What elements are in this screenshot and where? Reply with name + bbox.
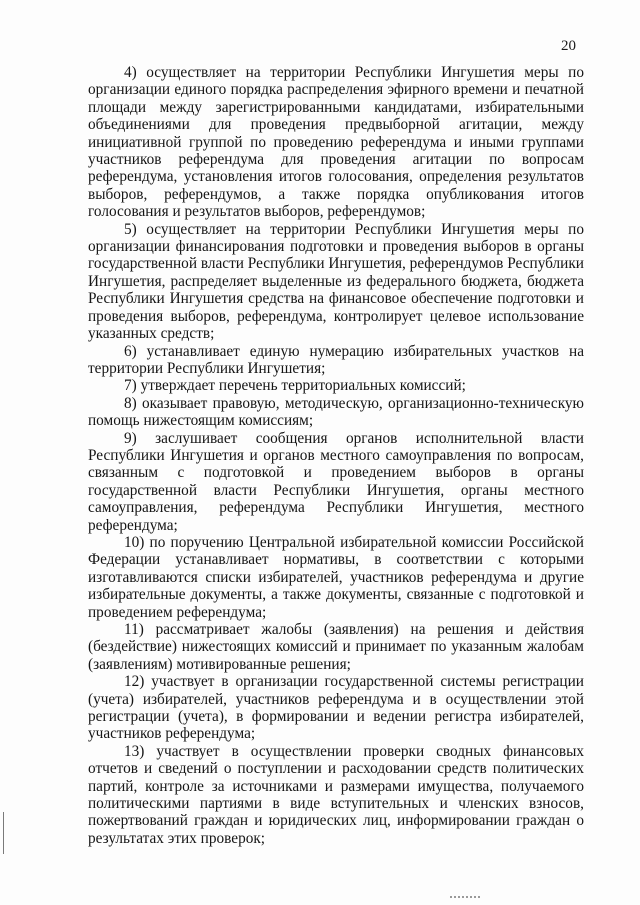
paragraph-item-7: 7) утверждает перечень территориальных комиссий; bbox=[124, 377, 466, 395]
scan-artifact-mark bbox=[450, 896, 480, 898]
page-number: 20 bbox=[561, 38, 576, 54]
paragraph-item-11: 11) рассматривает жалобы (заявления) на решения и действия (бездействие) нижестоящих комиссий и принимает по указанным жалобам (заявлениям) мотивированные решения; bbox=[88, 621, 584, 673]
paragraph-item-10: 10) по поручению Центральной избирательной комиссии Российской Федерации устанавливает нормативы, в соответствии с которыми изготавливаются списки избирателей, участников референдума и другие избирательные документы, а также документы, связанные с подготовкой и проведением референдума; bbox=[88, 533, 584, 621]
paragraph-item-8: 8) оказывает правовую, методическую, организационно-техническую помощь нижестоящим комиссиям; bbox=[88, 394, 584, 430]
paragraph-item-12: 12) участвует в организации государственной системы регистрации (учета) избирателей, участников референдума и в осуществлении этой регистрации (учета), в формировании и ведении регистра избирателей, участников референдума; bbox=[88, 673, 584, 743]
paragraph-item-6: 6) устанавливает единую нумерацию избирательных участков на территории Республики Ингушетия; bbox=[88, 342, 584, 377]
document-body bbox=[88, 64, 584, 847]
paragraph-item-13: 13) участвует в осуществлении проверки сводных финансовых отчетов и сведений о поступлении и расходовании средств политических партий, контроле за источниками и размерами имущества, получаемого политическими партиями в виде вступительных и членских взносов, пожертвований граждан и юридических лиц, информировании граждан о результатах этих проверок; bbox=[88, 742, 584, 847]
scan-edge-mark bbox=[3, 812, 4, 854]
paragraph-item-5: 5) осуществляет на территории Республики Ингушетия меры по организации финансирования подготовки и проведения выборов в органы государственной власти Республики Ингушетия, референдумов Республики Ингушетия, распределяет выделенные из федерального бюджета, бюджета Республики Ингушетия средства на финансовое обеспечение подготовки и проведения выборов, референдума, контролирует целевое использование указанных средств; bbox=[88, 220, 584, 343]
paragraph-item-4: 4) осуществляет на территории Республики Ингушетия меры по организации единого порядка распределения эфирного времени и печатной площади между зарегистрированными кандидатами, избирательными объединениями для проведения предвыборной агитации, между инициативной группой по проведению референдума и иными группами участников референдума для проведения агитации по вопросам референдума, установления итогов голосования, определения результатов выборов, референдумов, а также порядка опубликования итогов голосования и результатов выборов, референдумов; bbox=[88, 64, 584, 221]
paragraph-item-9: 9) заслушивает сообщения органов исполнительной власти Республики Ингушетия и органов местного самоуправления по вопросам, связанным с подготовкой и проведением выборов в органы государственной власти Республики Ингушетия, органы местного самоуправления, референдума Республики Ингушетия, местного референдума; bbox=[88, 429, 584, 534]
